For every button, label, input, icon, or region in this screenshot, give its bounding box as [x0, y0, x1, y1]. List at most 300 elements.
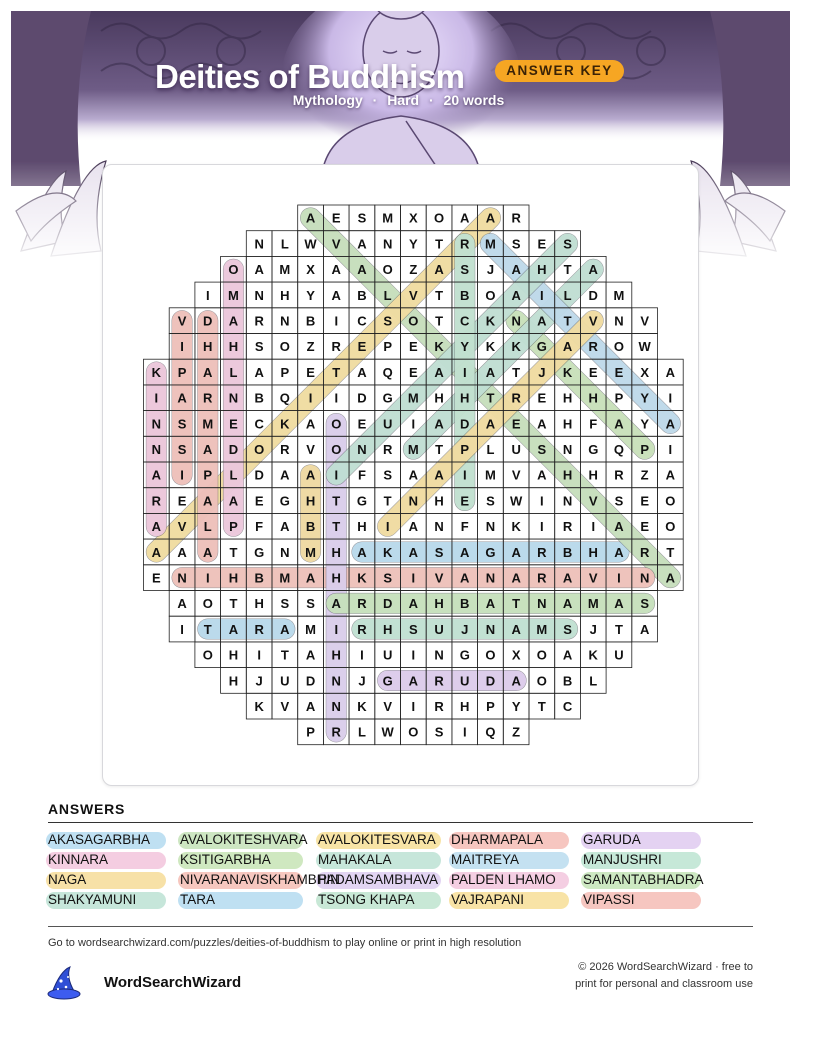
grid-letter: E [640, 519, 649, 535]
grid-letter: A [537, 467, 547, 483]
grid-letter: T [332, 519, 341, 535]
grid-letter: A [614, 544, 624, 560]
grid-letter: V [588, 313, 598, 329]
grid-letter: N [331, 673, 341, 689]
grid-letter: Q [382, 364, 393, 380]
grid-letter: R [588, 339, 598, 355]
answer-item [48, 891, 136, 909]
grid-letter: X [640, 364, 649, 380]
grid-letter: A [434, 467, 444, 483]
grid-letter: P [306, 724, 315, 740]
answer-item [451, 891, 524, 909]
grid-letter: N [639, 570, 650, 586]
grid-letter: H [460, 390, 470, 406]
grid-letter: U [382, 416, 393, 432]
answer-word: NIVARANAVISKHAMBHIN [180, 872, 341, 887]
answer-item [318, 891, 415, 909]
grid-letter: H [434, 596, 444, 612]
answers-list [48, 831, 768, 911]
grid-letter: R [614, 467, 624, 483]
answer-item [583, 891, 635, 909]
grid-letter: S [383, 467, 392, 483]
grid-letter: H [562, 390, 573, 406]
grid-letter: S [563, 236, 572, 252]
answer-word: SHAKYAMUNI [48, 892, 137, 907]
grid-letter: D [254, 467, 264, 483]
grid-letter: A [228, 313, 239, 329]
grid-letter: A [434, 364, 444, 380]
grid-letter: E [537, 236, 547, 252]
grid-letter: T [537, 698, 546, 714]
grid-letter: G [459, 647, 470, 663]
grid-letter: M [485, 467, 496, 483]
grid-letter: S [511, 236, 521, 252]
grid-letter: E [537, 390, 547, 406]
grid-letter: D [382, 596, 393, 612]
answer-word: TARA [180, 892, 216, 907]
grid-letter: H [537, 262, 547, 278]
grid-letter: A [177, 390, 187, 406]
grid-letter: M [382, 210, 394, 226]
grid-letter: H [588, 390, 598, 406]
answer-word: KSITIGARBHA [180, 852, 271, 867]
grid-letter: W [304, 236, 317, 252]
grid-letter: R [357, 596, 367, 612]
grid-letter: A [665, 570, 676, 586]
grid-letter: M [305, 544, 316, 560]
grid-letter: O [202, 596, 213, 612]
grid-letter: I [334, 390, 339, 406]
grid-letter: B [562, 673, 573, 689]
grid-letter: D [203, 313, 213, 329]
grid-letter: G [536, 339, 547, 355]
grid-letter: M [305, 621, 316, 637]
grid-letter: O [485, 287, 496, 303]
answer-item [318, 831, 436, 849]
grid-letter: F [589, 416, 598, 432]
grid-letter: A [254, 262, 264, 278]
grid-letter: S [306, 596, 315, 612]
grid-letter: A [280, 467, 290, 483]
grid-letter: A [460, 210, 470, 226]
grid-letter: M [228, 287, 239, 303]
grid-letter: I [411, 698, 416, 714]
grid-letter: I [257, 647, 261, 663]
grid-letter: E [460, 493, 470, 509]
grid-letter: A [408, 519, 419, 535]
grid-letter: N [485, 621, 496, 637]
answer-word: VAJRAPANI [451, 892, 525, 907]
grid-letter: H [460, 698, 470, 714]
grid-letter: T [435, 287, 444, 303]
grid-letter: P [177, 364, 187, 380]
grid-letter: R [357, 621, 367, 637]
answer-item [583, 851, 662, 869]
grid-letter: A [614, 596, 624, 612]
footer-link: Go to wordsearchwizard.com/puzzles/deities-of-buddhism to play online or print in high resolution [48, 937, 522, 949]
word-search-grid [103, 165, 700, 787]
answer-word: SAMANTABHADRA [583, 872, 704, 887]
grid-letter: E [357, 416, 367, 432]
grid-letter: H [588, 544, 598, 560]
grid-letter: J [461, 621, 469, 637]
grid-letter: V [588, 493, 598, 509]
grid-letter: U [511, 441, 521, 457]
grid-letter: A [203, 493, 213, 509]
grid-letter: K [382, 544, 393, 560]
grid-letter: F [357, 467, 366, 483]
grid-letter: R [382, 441, 393, 457]
grid-letter: P [486, 698, 495, 714]
grid-letter: R [434, 673, 444, 689]
grid-letter: E [254, 493, 264, 509]
grid-letter: B [357, 287, 367, 303]
grid-letter: P [460, 441, 470, 457]
grid-letter: A [305, 467, 316, 483]
grid-letter: N [177, 570, 187, 586]
grid-letter: T [666, 544, 675, 560]
grid-letter: N [511, 313, 521, 329]
grid-letter: E [640, 493, 649, 509]
grid-letter: A [151, 467, 162, 483]
grid-letter: N [280, 544, 290, 560]
grid-letter: T [203, 621, 212, 637]
answer-item [180, 871, 340, 889]
grid-letter: A [228, 621, 239, 637]
grid-letter: A [511, 621, 521, 637]
grid-letter: D [588, 287, 598, 303]
grid-letter: R [511, 210, 521, 226]
grid-letter: Y [511, 698, 521, 714]
grid-letter: R [460, 236, 470, 252]
grid-letter: S [640, 596, 649, 612]
grid-letter: H [382, 621, 393, 637]
grid-letter: I [617, 570, 621, 586]
answer-word: GARUDA [583, 832, 641, 847]
grid-letter: T [512, 364, 521, 380]
grid-letter: K [485, 313, 496, 329]
grid-letter: N [562, 493, 573, 509]
answer-item [583, 871, 704, 889]
grid-letter: O [408, 724, 419, 740]
grid-letter: R [537, 544, 547, 560]
grid-letter: T [563, 262, 572, 278]
grid-letter: F [460, 519, 469, 535]
grid-letter: C [562, 698, 573, 714]
grid-letter: O [433, 210, 445, 226]
grid-letter: A [665, 416, 676, 432]
grid-letter: E [357, 339, 367, 355]
answers-row [48, 891, 768, 911]
grid-letter: S [177, 416, 187, 432]
grid-letter: N [485, 570, 496, 586]
grid-letter: A [537, 416, 547, 432]
grid-letter: L [229, 467, 238, 483]
grid-letter: A [485, 416, 496, 432]
grid-letter: R [639, 544, 650, 560]
grid-letter: T [435, 441, 444, 457]
grid-letter: K [151, 364, 162, 380]
grid-letter: I [411, 647, 416, 663]
grid-letter: O [613, 339, 625, 355]
grid-letter: T [435, 236, 444, 252]
grid-letter: N [614, 313, 624, 329]
grid-letter: A [305, 647, 316, 663]
grid-letter: H [228, 339, 239, 355]
grid-letter: I [180, 339, 184, 355]
grid-letter: H [254, 596, 264, 612]
category-label: Mythology [292, 92, 363, 108]
grid-letter: H [305, 493, 316, 509]
grid-letter: A [228, 493, 239, 509]
grid-letter: I [540, 493, 544, 509]
grid-letter: L [486, 441, 495, 457]
grid-letter: B [254, 570, 264, 586]
grid-letter: O [665, 493, 676, 509]
grid-letter: J [255, 673, 263, 689]
grid-letter: N [434, 519, 444, 535]
grid-letter: H [562, 467, 573, 483]
grid-letter: P [203, 467, 213, 483]
grid-letter: V [383, 698, 392, 714]
grid-letter: A [434, 416, 444, 432]
word-count-label: 20 words [443, 92, 505, 108]
answers-heading: ANSWERS [48, 801, 126, 817]
grid-letter: A [305, 210, 316, 226]
answer-word: AVALOKITESHVARA [180, 832, 308, 847]
grid-letter: W [381, 724, 394, 740]
grid-letter: A [485, 210, 496, 226]
grid-letter: K [254, 698, 264, 714]
grid-letter: I [668, 390, 673, 406]
grid-letter: A [665, 467, 676, 483]
grid-letter: T [486, 390, 495, 406]
grid-letter: G [254, 544, 265, 560]
grid-letter: K [511, 339, 521, 355]
grid-letter: S [486, 493, 495, 509]
grid-letter: I [360, 647, 364, 663]
grid-letter: G [588, 441, 599, 457]
grid-letter: I [308, 390, 313, 406]
grid-letter: A [511, 570, 521, 586]
grid-letter: M [202, 416, 214, 432]
grid-letter: S [177, 441, 187, 457]
grid-letter: H [357, 519, 367, 535]
grid-letter: O [331, 441, 342, 457]
grid-letter: K [588, 647, 598, 663]
grid-letter: D [357, 390, 367, 406]
grid-letter: X [511, 647, 521, 663]
footer-divider [48, 926, 753, 927]
grid-letter: A [588, 262, 598, 278]
grid-letter: O [665, 519, 676, 535]
grid-letter: O [536, 673, 547, 689]
grid-letter: R [151, 493, 162, 509]
grid-letter: A [357, 236, 367, 252]
grid-letter: A [357, 364, 367, 380]
grid-letter: O [279, 339, 290, 355]
grid-letter: I [385, 519, 390, 535]
grid-letter: S [563, 621, 572, 637]
grid-letter: A [331, 287, 341, 303]
grid-letter: R [434, 698, 444, 714]
grid-letter: J [358, 673, 366, 689]
grid-letter: G [382, 673, 393, 689]
grid-letter: E [331, 210, 341, 226]
answer-word: NAGA [48, 872, 87, 887]
grid-letter: H [331, 647, 341, 663]
brand-name: WordSearchWizard [104, 974, 242, 991]
grid-letter: A [408, 544, 419, 560]
answer-word: AKASAGARBHA [48, 832, 151, 847]
grid-letter: A [151, 519, 162, 535]
grid-letter: S [434, 724, 444, 740]
grid-letter: L [357, 724, 366, 740]
grid-letter: A [203, 364, 213, 380]
grid-letters [152, 211, 676, 740]
grid-letter: A [331, 596, 341, 612]
answer-item [451, 831, 543, 849]
grid-letter: H [588, 467, 598, 483]
grid-letter: V [280, 698, 290, 714]
grid-letter: A [562, 647, 573, 663]
grid-letter: I [334, 621, 339, 637]
grid-letter: T [383, 493, 392, 509]
grid-letter: O [331, 416, 342, 432]
grid-letter: Q [279, 390, 290, 406]
grid-letter: U [434, 621, 444, 637]
answer-key-badge: ANSWER KEY [495, 60, 624, 82]
grid-letter: N [151, 441, 162, 457]
grid-letter: S [280, 596, 290, 612]
grid-letter: S [357, 210, 367, 226]
grid-letter: R [511, 390, 521, 406]
grid-letter: A [280, 519, 290, 535]
grid-letter: J [486, 262, 495, 278]
grid-letter: I [334, 467, 339, 483]
grid-letter: G [279, 493, 290, 509]
grid-letter: T [512, 596, 521, 612]
answer-word: AVALOKITESVARA [318, 832, 436, 847]
page-title: Deities of Buddhism [155, 58, 465, 95]
grid-letter: Q [613, 441, 625, 457]
grid-letter: K [485, 339, 496, 355]
answer-item [48, 831, 150, 849]
grid-letter: B [562, 544, 573, 560]
grid-letter: U [614, 647, 624, 663]
grid-letter: K [434, 339, 444, 355]
grid-letter: A [665, 364, 676, 380]
grid-letter: P [640, 441, 649, 457]
grid-letter: I [462, 724, 467, 740]
grid-letter: M [536, 621, 548, 637]
grid-letter: P [383, 339, 392, 355]
grid-letter: I [205, 570, 210, 586]
grid-letter: R [254, 313, 264, 329]
grid-letter: A [357, 262, 367, 278]
grid-letter: O [202, 647, 213, 663]
grid-letter: S [254, 339, 264, 355]
grid-letter: A [254, 364, 264, 380]
grid-letter: C [254, 416, 264, 432]
grid-letter: S [383, 570, 392, 586]
grid-letter: E [409, 364, 418, 380]
grid-letter: U [460, 673, 470, 689]
answer-item [318, 871, 438, 889]
grid-letter: H [562, 416, 573, 432]
answers-row [48, 871, 768, 891]
grid-letter: A [485, 364, 496, 380]
grid-letter: I [540, 287, 544, 303]
grid-letter: O [382, 262, 393, 278]
answer-word: MAITREYA [451, 852, 520, 867]
grid-letter: S [434, 544, 444, 560]
grid-letter: A [408, 596, 419, 612]
grid-letter: K [511, 519, 521, 535]
grid-letter: I [180, 467, 184, 483]
grid-letter: G [485, 544, 496, 560]
grid-letter: N [254, 287, 264, 303]
grid-letter: Q [485, 724, 496, 740]
grid-letter: A [511, 544, 521, 560]
grid-letter: V [331, 236, 341, 252]
grid-letter: L [563, 287, 572, 303]
puzzle-card [102, 164, 699, 786]
answer-word: PALDEN LHAMO [451, 872, 556, 887]
answer-item [451, 871, 556, 889]
grid-letter: K [562, 364, 573, 380]
grid-letter: T [435, 313, 444, 329]
grid-letter: W [510, 493, 523, 509]
grid-letter: Y [460, 339, 470, 355]
grid-letter: W [638, 339, 651, 355]
grid-letter: R [331, 724, 341, 740]
copyright-notice: © 2026 WordSearchWizard · free to print for personal and classroom use [575, 961, 753, 990]
answer-word: TSONG KHAPA [318, 892, 415, 907]
grid-letter: V [511, 467, 521, 483]
grid-letter: V [177, 519, 187, 535]
answer-item [583, 831, 641, 849]
grid-letter: T [614, 621, 623, 637]
grid-letter: A [460, 544, 470, 560]
grid-letter: A [614, 416, 624, 432]
grid-letter: A [357, 544, 367, 560]
grid-letter: A [305, 416, 316, 432]
grid-letter: P [280, 364, 290, 380]
grid-letter: T [280, 647, 289, 663]
grid-letter: H [228, 673, 239, 689]
grid-letter: U [280, 673, 290, 689]
grid-letter: Z [640, 467, 649, 483]
grid-letter: X [306, 262, 315, 278]
grid-letter: V [177, 313, 187, 329]
grid-letter: L [203, 519, 212, 535]
grid-letter: J [538, 364, 546, 380]
grid-letter: A [408, 673, 419, 689]
grid-letter: N [331, 698, 341, 714]
answer-item [318, 851, 392, 869]
grid-letter: D [228, 441, 239, 457]
answers-row [48, 831, 768, 851]
grid-letter: J [589, 621, 597, 637]
grid-letter: A [280, 621, 290, 637]
grid-letter: Z [306, 339, 315, 355]
grid-letter: L [589, 673, 598, 689]
answer-item [451, 851, 519, 869]
grid-letter: O [228, 262, 239, 278]
grid-letter: A [511, 673, 521, 689]
grid-letter: E [229, 416, 238, 432]
